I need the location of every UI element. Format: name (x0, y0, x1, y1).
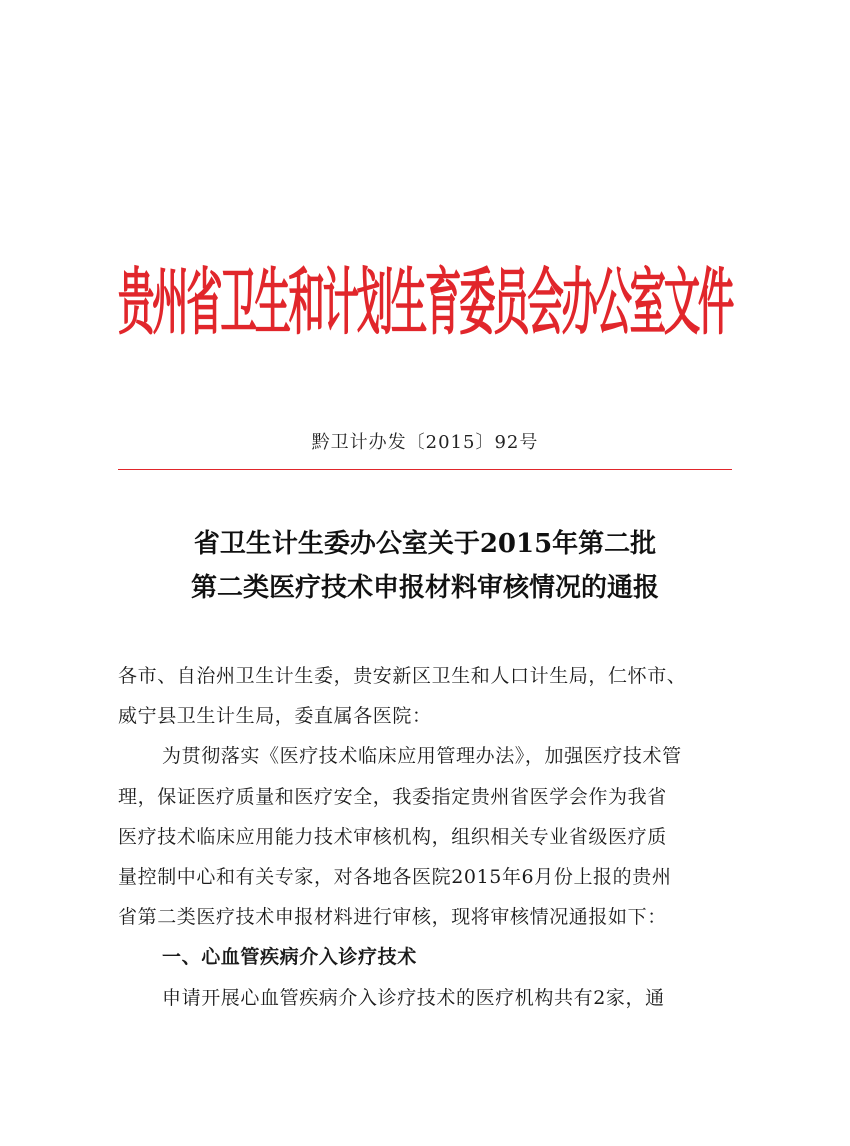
section-heading: 一、心血管疾病介入诊疗技术 (162, 946, 417, 969)
header-divider (118, 469, 732, 470)
document-title (0, 522, 850, 610)
paragraph-line: 量控制中心和有关专家，对各地各医院2015年6月份上报的贵州 (118, 865, 672, 888)
document-number: 黔卫计办发〔2015〕92号 (311, 432, 539, 453)
paragraph-line: 医疗技术临床应用能力技术审核机构，组织相关专业省级医疗质 (118, 825, 667, 848)
paragraph-line: 理，保证医疗质量和医疗安全，我委指定贵州省医学会作为我省 (118, 785, 667, 808)
document-title-line-2: 第二类医疗技术申报材料审核情况的通报 (190, 573, 659, 603)
paragraph-line: 省第二类医疗技术申报材料进行审核，现将审核情况通报如下： (118, 906, 667, 929)
salutation-line-1: 各市、自治州卫生计生委，贵安新区卫生和人口计生局，仁怀市、 (118, 665, 687, 687)
paragraph-line: 申请开展心血管疾病介入诊疗技术的医疗机构共有2家，通 (162, 986, 665, 1009)
paragraph-line: 为贯彻落实《医疗技术临床应用管理办法》，加强医疗技术管 (162, 745, 682, 768)
document-title-line-1: 省卫生计生委办公室关于2015年第二批 (193, 529, 657, 559)
salutation-line-2: 威宁县卫生计生局，委直属各医院： (118, 705, 432, 728)
document-header-title: 贵州省卫生和计划生育委员会办公室文件 (118, 260, 732, 347)
document-body (118, 656, 732, 1018)
